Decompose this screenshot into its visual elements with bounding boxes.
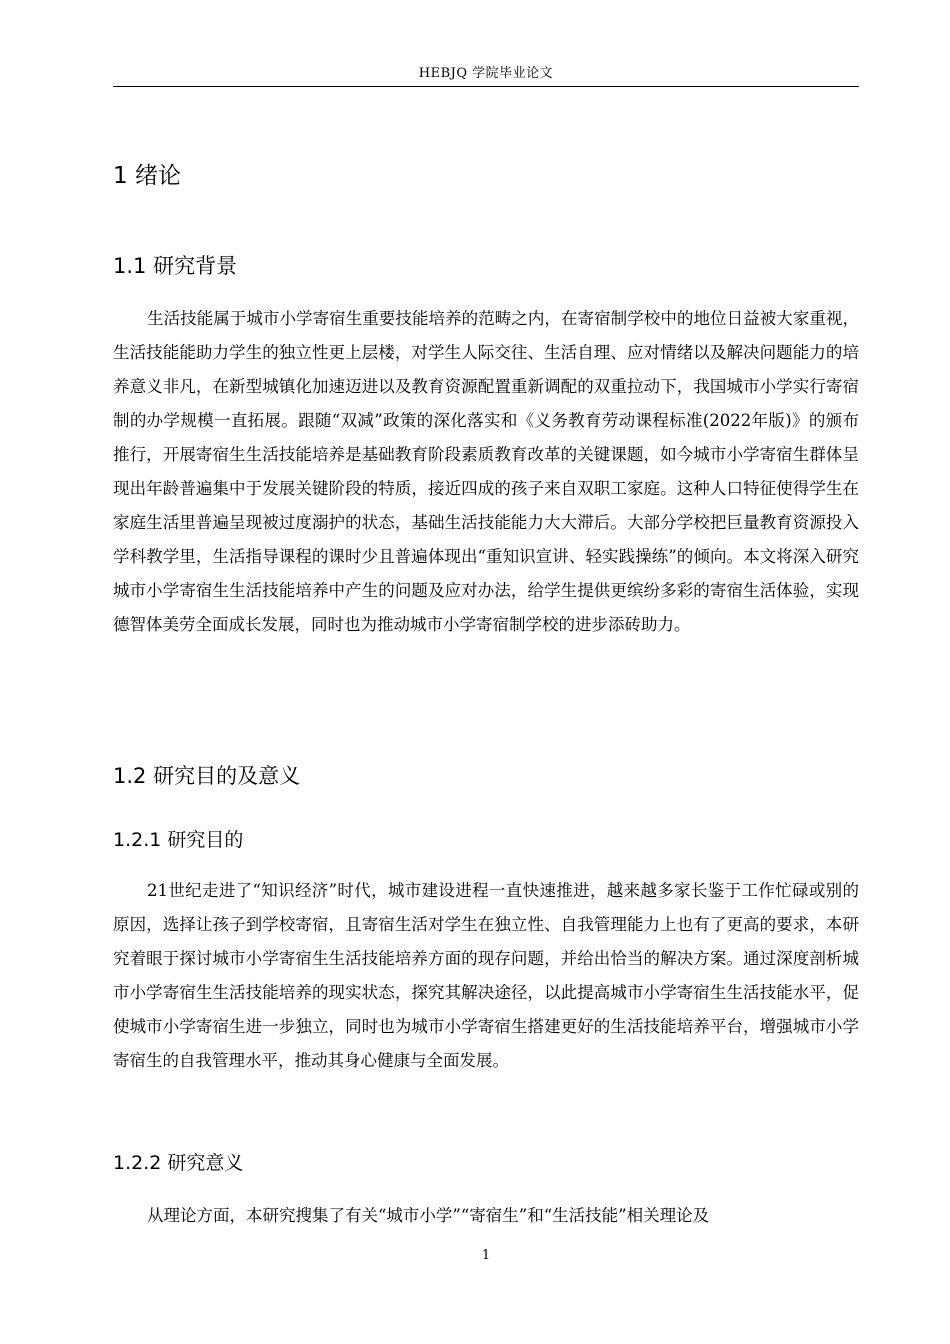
subsection-heading-research-significance: 1.2.2 研究意义 xyxy=(113,1152,244,1174)
chapter-heading: 1 绪论 xyxy=(113,163,181,189)
page-header: HEBJQ 学院毕业论文 xyxy=(418,66,554,81)
paragraph-research-background: 生活技能属于城市小学寄宿生重要技能培养的范畴之内，在寄宿制学校中的地位日益被大家重视，生活技能能助力学生的独立性更上层楼，对学生人际交往、生活自理、应对情绪以及解决问题能力的培养意义非凡，在新型城镇化加速迈进以及教育资源配置重新调配的双重拉动下，我国城市小学实行寄宿制的办学规模一直拓展。跟随“双减”政策的深化落实和《义务教育劳动课程标准(2022年版)》的颁布推行，开展寄宿生生活技能培养是基础教育阶段素质教育改革的关键课题，如今城市小学寄宿生群体呈现出年龄普遍集中于发展关键阶段的特质，接近四成的孩子来自双职工家庭。这种人口特征使得学生在家庭生活里普遍呈现被过度溺护的状态，基础生活技能能力大大滞后。大部分学校把巨量教育资源投入学科教学里，生活指导课程的课时少且普遍体现出“重知识宣讲、轻实践操练”的倾向。本文将深入研究城市小学寄宿生生活技能培养中产生的问题及应对办法，给学生提供更缤纷多彩的寄宿生活体验，实现德智体美劳全面成长发展，同时也为推动城市小学寄宿制学校的进步添砖助力。 xyxy=(113,309,859,634)
section-heading-research-background: 1.1 研究背景 xyxy=(113,254,238,278)
page-number: 1 xyxy=(481,1248,491,1263)
section-heading-purpose-significance: 1.2 研究目的及意义 xyxy=(113,764,301,788)
paragraph-research-significance: 从理论方面，本研究搜集了有关“城市小学”“寄宿生”和“生活技能”相关理论及 xyxy=(147,1206,710,1225)
subsection-heading-research-purpose: 1.2.1 研究目的 xyxy=(113,829,244,851)
header-divider xyxy=(113,86,859,87)
paragraph-research-purpose: 21世纪走进了“知识经济”时代，城市建设进程一直快速推进，越来越多家长鉴于工作忙碌或别的原因，选择让孩子到学校寄宿，且寄宿生活对学生在独立性、自我管理能力上也有了更高的要求，本研究着眼于探讨城市小学寄宿生生活技能培养方面的现存问题，并给出恰当的解决方案。通过深度剖析城市小学寄宿生生活技能培养的现实状态，探究其解决途径，以此提高城市小学寄宿生生活技能水平，促使城市小学寄宿生进一步独立，同时也为城市小学寄宿生搭建更好的生活技能培养平台，增强城市小学寄宿生的自我管理水平，推动其身心健康与全面发展。 xyxy=(113,881,859,1070)
